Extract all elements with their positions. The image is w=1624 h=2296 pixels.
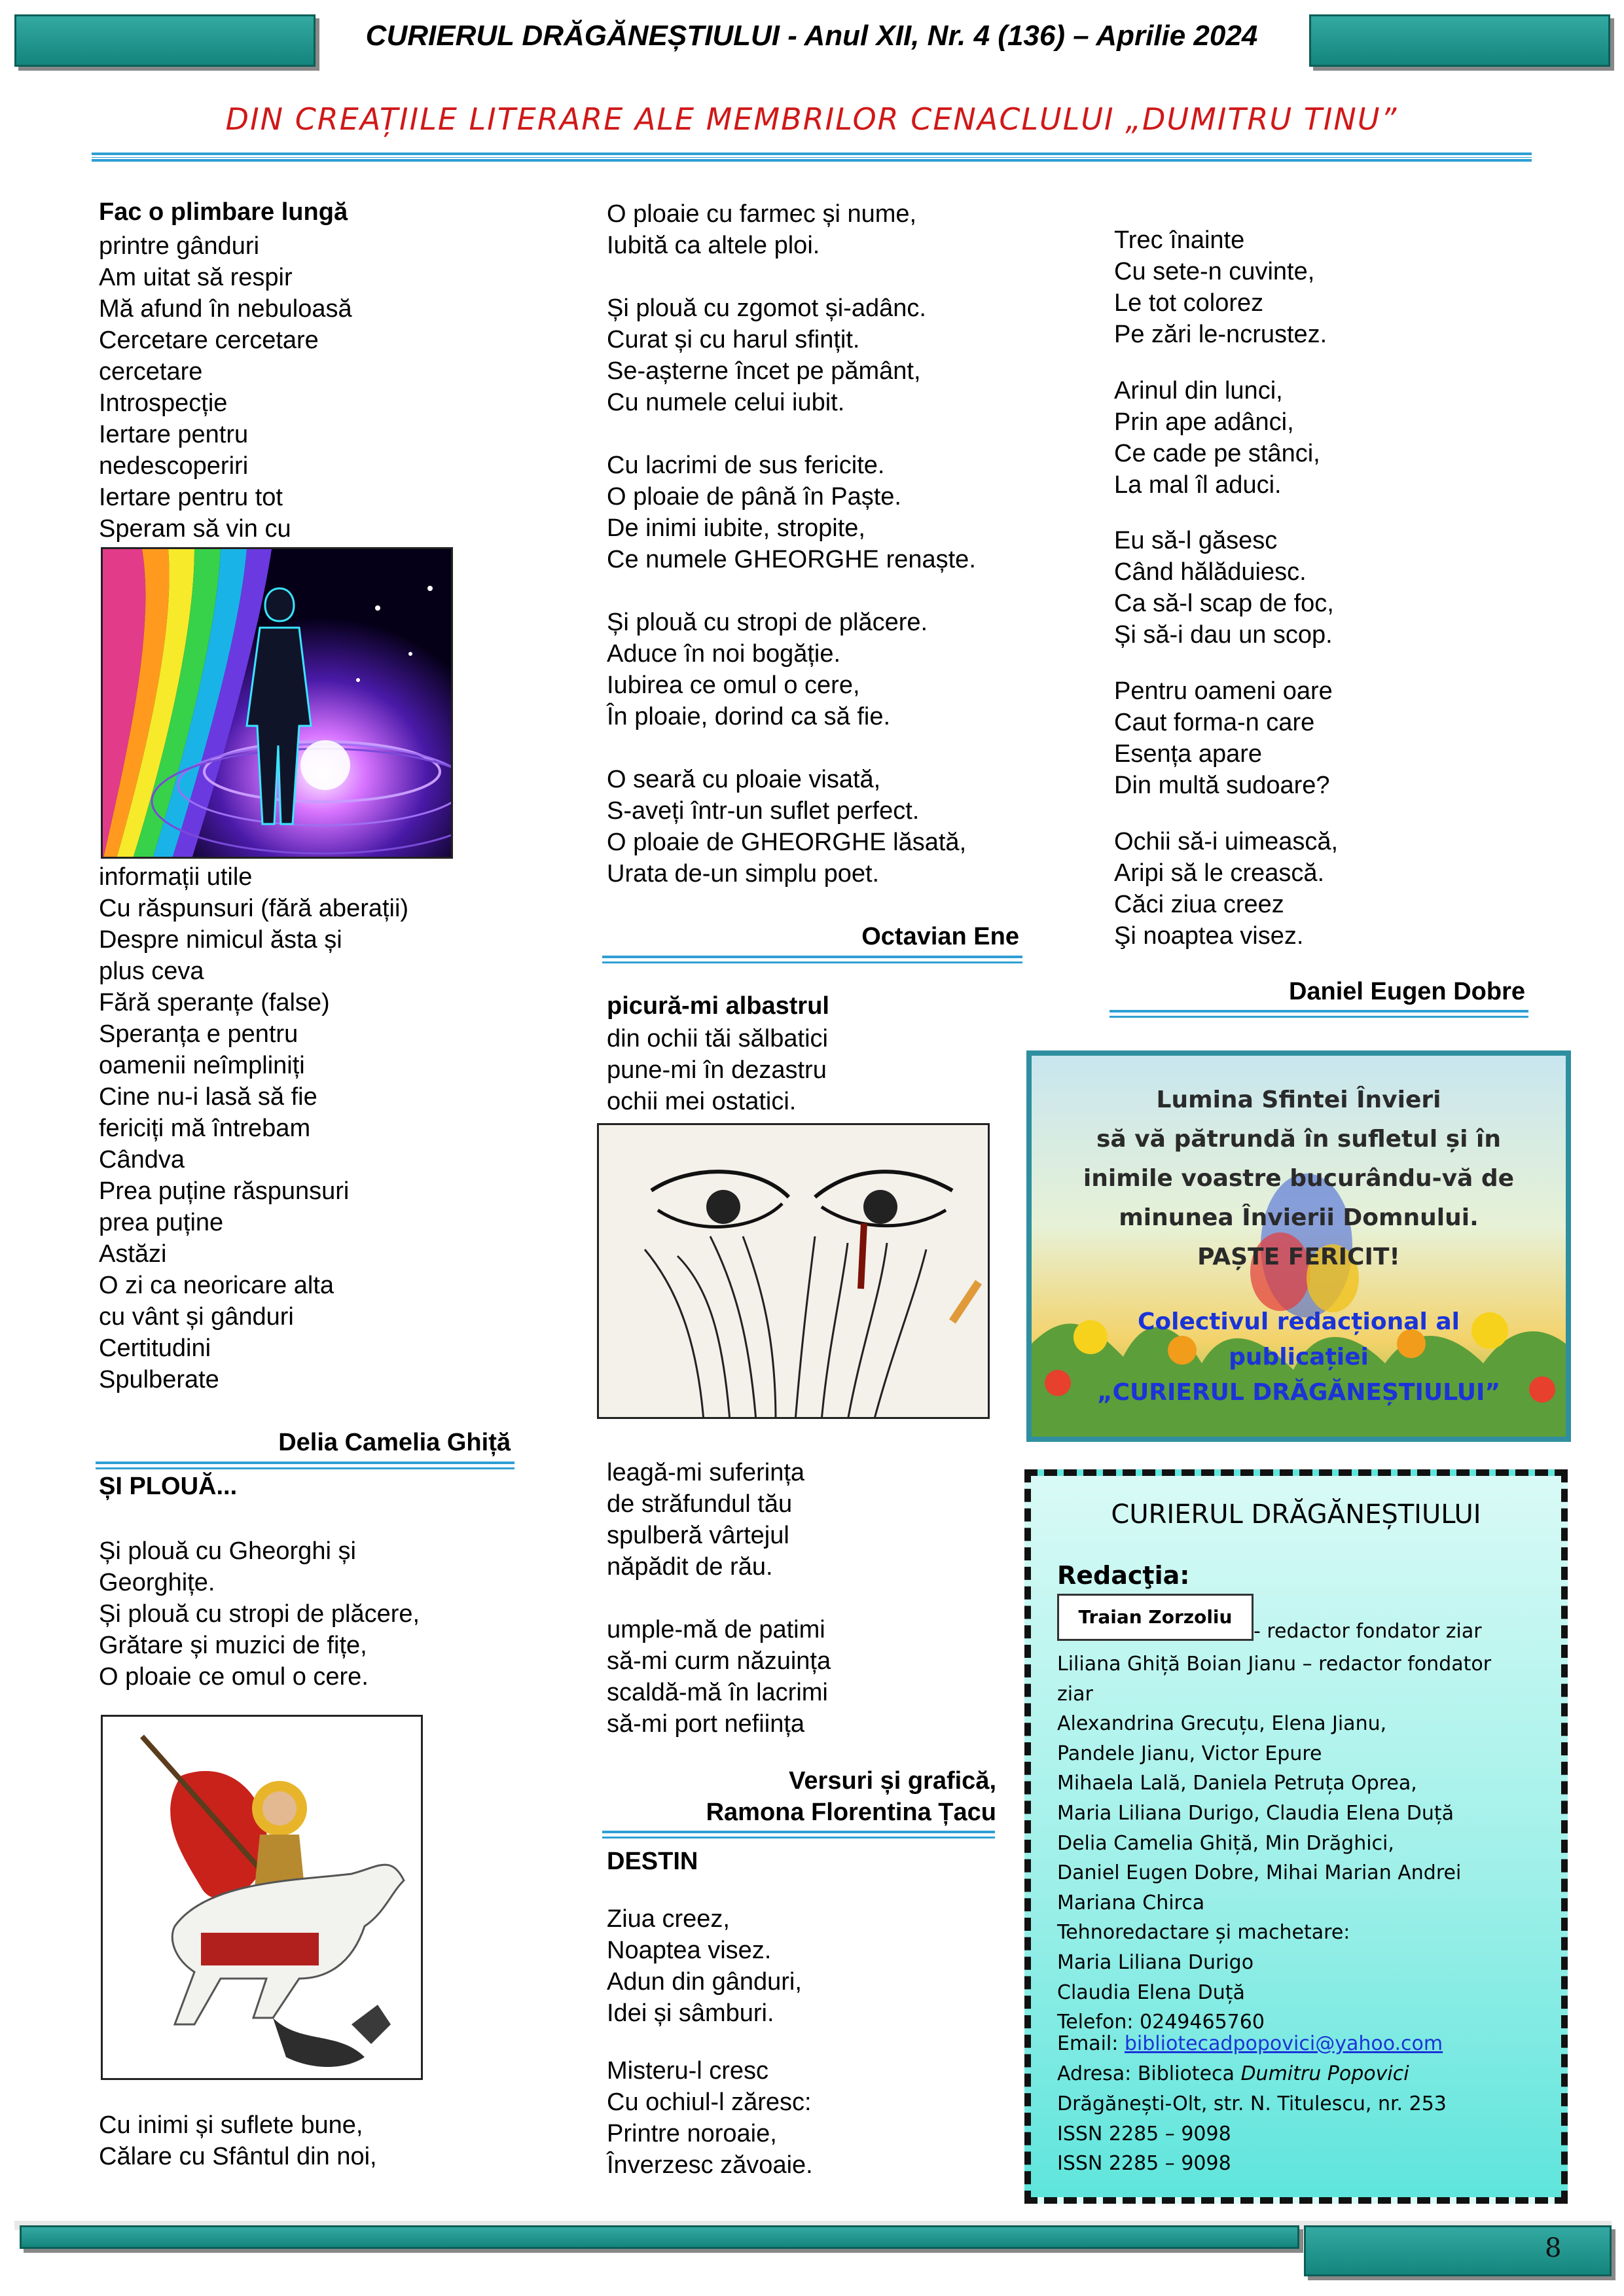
poem3-title: picură-mi albastrul (607, 992, 829, 1020)
poem2-title: ȘI PLOUĂ... (99, 1473, 238, 1500)
poem2-stanza3: Cu lacrimi de sus fericite. O ploaie de până în Paște. De inimi iubite, stropite, Ce numele GHEORGHE renaște. (607, 452, 976, 573)
header-bar-right (1309, 14, 1610, 67)
column2-divider-1 (602, 956, 1022, 963)
column2-divider-2 (602, 1831, 995, 1839)
poem2-stanza1: O ploaie cu farmec și nume, Iubită ca altele ploi. (607, 200, 917, 259)
staff-label: Redacţia: (1057, 1561, 1190, 1590)
staff-box-title: CURIERUL DRĂGĂNEȘTIULUI (1111, 1499, 1481, 1530)
column1-divider (96, 1462, 514, 1469)
poem4-stanza1: Ziua creez, Noaptea visez. Adun din gânduri, Idei și sâmburi. (607, 1905, 802, 2027)
poem3-stanza1: din ochii tăi sălbatici pune-mi în dezastru ochii mei ostatici. (607, 1025, 828, 1115)
poem1-author: Delia Camelia Ghiță (278, 1429, 511, 1456)
poem4-stanza5: Eu să-l găsesc Când hălăduiesc. Ca să-l scap de foc, Și să-i dau un scop. (1114, 527, 1334, 649)
poem4-title: DESTIN (607, 1848, 698, 1875)
poem2-stanza2: Și plouă cu zgomot și-adânc. Curat și cu harul sfințit. Se-așterne încet pe pământ, Cu numele celui iubit. (607, 295, 926, 416)
page-number: 8 (1545, 2233, 1562, 2263)
easter-greeting-card (1026, 1050, 1571, 1442)
poem1-part2: informații utile Cu răspunsuri (fără aberații) Despre nimicul ăsta și plus ceva Fără speranțe (false) Speranța e pentru oamenii neîmpliniți Cine nu-i lasă să fie fericiți mă întrebam Cândva Prea puține răspunsuri prea puține Astăzi O zi ca neoricare alta cu vânt și gânduri Certitudini Spulberate (99, 863, 409, 1393)
masthead-title: CURIERUL DRĂGĂNEȘTIULUI - Anul XII, Nr. 4 (136) – Aprilie 2024 (365, 20, 1258, 52)
staff-address-issn: Drăgănești-Olt, str. N. Titulescu, nr. 253 ISSN 2285 – 9098 ISSN 2285 – 9098 (1057, 2092, 1447, 2176)
poem2-stanza5: O seară cu ploaie visată, S-aveți într-un suflet perfect. O ploaie de GHEORGHE lăsată, Urata de-un simplu poet. (607, 766, 967, 888)
column3-divider (1110, 1010, 1528, 1018)
editorial-team-signature: Colectivul redacțional al publicației „CURIERUL DRĂGĂNEȘTIULUI” (1096, 1308, 1501, 1406)
poem4-stanza7: Ochii să-i uimească, Aripi să le crească. Căci ziua creez Şi noaptea visez. (1114, 828, 1339, 950)
easter-greeting-message: Lumina Sfintei Învieri să vă pătrundă în sufletul și în inimile voastre bucurându-vă de minunea Învierii Domnului. PAȘTE FERICIT! (1083, 1086, 1515, 1270)
email-label: Email: (1057, 2032, 1125, 2055)
poem1-part1: printre gânduri Am uitat să respir Mă afund în nebuloasă Cercetare cercetare cercetare Introspecție Iertare pentru nedescoperiri Iertare pentru tot Speram să vin cu (99, 232, 352, 543)
eyes-and-hands-drawing (597, 1123, 990, 1419)
section-divider (92, 152, 1532, 162)
poem4-stanza4: Arinul din lunci, Prin ape adânci, Ce cade pe stânci, La mal îl aduci. (1114, 377, 1320, 499)
poem2-author: Octavian Ene (861, 923, 1019, 950)
poem3-stanza3: umple-mă de patimi să-mi curm năzuința scaldă-mă în lacrimi să-mi port neființa (607, 1616, 831, 1738)
poem4-stanza6: Pentru oameni oare Caut forma-n care Esența apare Din multă sudoare? (1114, 677, 1333, 799)
email-link[interactable]: bibliotecadpopovici@yahoo.com (1124, 2032, 1443, 2055)
poem2-part2: Cu inimi și suflete bune, Călare cu Sfântul din noi, (99, 2111, 377, 2170)
poem3-author: Versuri și grafică, Ramona Florentina Țacu (706, 1767, 996, 1826)
poem3-stanza2: leagă-mi suferința de străfundul tău spulberă vârtejul năpădit de rău. (607, 1459, 805, 1581)
poem1-title: Fac o plimbare lungă (99, 198, 348, 226)
editorial-staff-box (1024, 1469, 1568, 2204)
footer-bar-left (20, 2225, 1299, 2249)
poem2-part1: Și plouă cu Gheorghi și Georghițe. Și plouă cu stropi de plăcere, Grătare și muzici de fițe, O ploaie ce omul o cere. (99, 1537, 420, 1691)
staff-list: Liliana Ghiță Boian Jianu – redactor fondator ziar Alexandrina Grecuțu, Elena Jianu, Pandele Jianu, Victor Epure Mihaela Lală, Daniela Petruța Oprea, Maria Liliana Durigo, Claudia Elena Duță Delia Camelia Ghiță, Min Drăghici, Daniel Eugen Dobre, Mihai Marian Andrei Mariana Chirca Tehnoredactare și machetare: Maria Liliana Durigo Claudia Elena Duță Telefon: 0249465760 (1057, 1653, 1492, 2034)
saint-george-icon-image (101, 1715, 423, 2080)
poem2-stanza4: Și plouă cu stropi de plăcere. Aduce în noi bogăție. Iubirea ce omul o cere, În ploaie, dorind ca să fie. (607, 609, 928, 730)
cosmic-figure-image (101, 547, 453, 859)
poem4-stanza3: Trec înainte Cu sete-n cuvinte, Le tot colorez Pe zări le-ncrustez. (1114, 226, 1327, 348)
address-prefix: Adresa: Biblioteca (1057, 2062, 1241, 2085)
section-title: DIN CREAȚIILE LITERARE ALE MEMBRILOR CENACLULUI „DUMITRU TINU” (225, 101, 1398, 137)
staff-address-row (1057, 2059, 1409, 2089)
poem4-stanza2: Misteru-l cresc Cu ochiul-l zăresc: Printre noroaie, Înverzesc zăvoaie. (607, 2057, 813, 2179)
footer-bar-right (1304, 2225, 1612, 2276)
founder-role: - redactor fondator ziar (1254, 1620, 1482, 1643)
address-library-name: Dumitru Popovici (1240, 2062, 1409, 2085)
staff-email-row (1057, 2029, 1443, 2059)
poem4-author: Daniel Eugen Dobre (1288, 978, 1525, 1005)
header-bar-left (14, 14, 316, 67)
founder-name-box: Traian Zorzoliu (1057, 1594, 1254, 1641)
